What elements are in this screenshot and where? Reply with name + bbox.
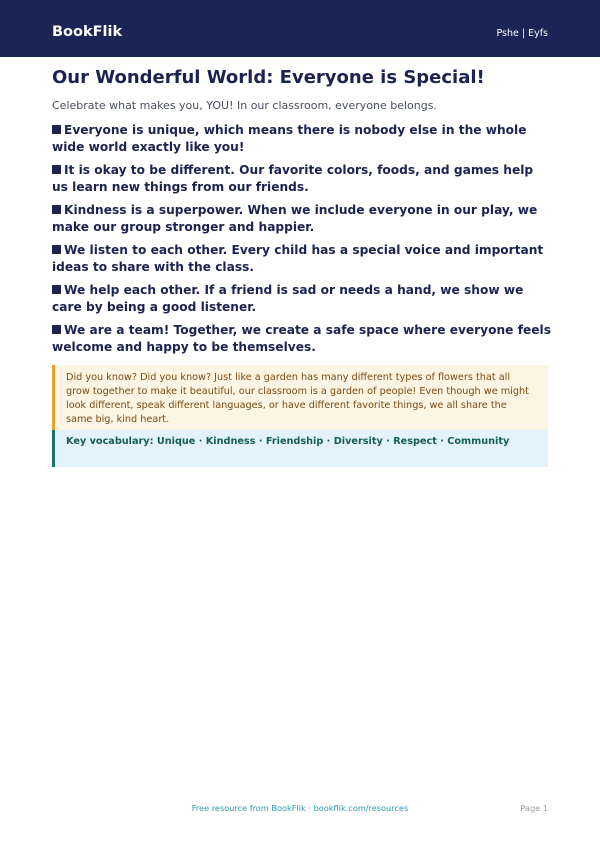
subject-tags: Pshe | Eyfs	[496, 28, 548, 39]
key-points-list	[52, 122, 552, 362]
key-point-text: It is okay to be different. Our favorite colors, foods, and games help us learn new things from our friends.	[52, 163, 534, 194]
key-point-text: Everyone is unique, which means there is nobody else in the whole wide world exactly like you!	[52, 123, 527, 154]
key-point-text: We are a team! Together, we create a safe space where everyone feels welcome and happy to be themselves.	[52, 323, 551, 354]
square-bullet-icon	[52, 285, 61, 294]
key-point	[52, 242, 552, 276]
key-point	[52, 122, 552, 156]
brand-logo[interactable]: BookFlik	[52, 24, 123, 40]
page-header	[0, 0, 600, 57]
square-bullet-icon	[52, 205, 61, 214]
did-you-know-callout: Did you know? Did you know? Just like a garden has many different types of flowers that all grow together to make it beautiful, our classroom is a garden of people! Even though we might look different, speak different languages, or have different favorite things, we all share the same big, kind heart.	[52, 365, 548, 430]
key-point	[52, 202, 552, 236]
page-title: Our Wonderful World: Everyone is Special!	[52, 67, 485, 88]
footer-link[interactable]: Free resource from BookFlik · bookflik.com/resources	[191, 803, 409, 813]
square-bullet-icon	[52, 125, 61, 134]
key-point-text: Kindness is a superpower. When we include everyone in our play, we make our group stronger and happier.	[52, 203, 538, 234]
key-point	[52, 162, 552, 196]
key-point-text: We help each other. If a friend is sad or needs a hand, we show we care by being a good listener.	[52, 283, 524, 314]
page-number: Page 1	[520, 803, 548, 813]
key-vocabulary-box: Key vocabulary: Unique · Kindness · Friendship · Diversity · Respect · Community	[52, 430, 548, 467]
intro-text: Celebrate what makes you, YOU! In our classroom, everyone belongs.	[52, 99, 437, 112]
key-point-text: We listen to each other. Every child has a special voice and important ideas to share with the class.	[52, 243, 544, 274]
square-bullet-icon	[52, 165, 61, 174]
square-bullet-icon	[52, 325, 61, 334]
key-point	[52, 282, 552, 316]
key-point	[52, 322, 552, 356]
square-bullet-icon	[52, 245, 61, 254]
